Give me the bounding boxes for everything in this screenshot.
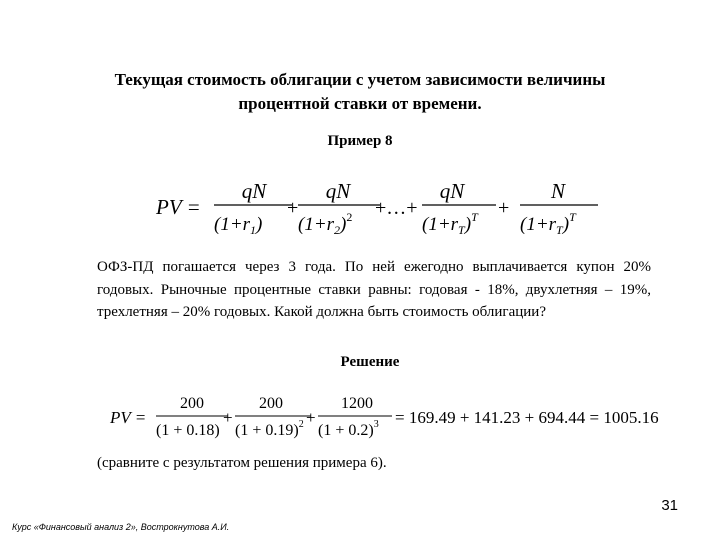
title-line-2: процентной ставки от времени. <box>238 94 482 113</box>
calc-numerator-2: 200 <box>259 395 283 412</box>
formula-numerator-1: qN <box>241 179 267 203</box>
formula-denominator-2: $(1+r_2)^2$ <box>298 210 353 237</box>
comparison-note: (сравните с результатом решения примера 6). <box>97 455 387 471</box>
page-number: 31 <box>661 497 678 514</box>
pv-formula <box>152 176 612 238</box>
solution-calculation <box>106 392 676 444</box>
formula-numerator-4: N <box>550 179 566 203</box>
footer-credit: Курс «Финансовый анализ 2», Вострокнутова А.И. <box>12 522 230 532</box>
calc-numerator-3: 1200 <box>341 395 373 412</box>
formula-denominator-4: $(1+r_T)^T$ <box>520 210 576 237</box>
calc-plus-2: + <box>306 408 316 427</box>
solution-heading: Решение <box>340 354 400 370</box>
calc-result: = 169.49 + 141.23 + 694.44 = 1005.16 <box>395 408 659 427</box>
example-heading: Пример 8 <box>327 133 393 149</box>
formula-plus-2: + <box>498 197 510 219</box>
calc-denominator-2: $(1 + 0.19)^2$ <box>235 419 304 439</box>
problem-statement: ОФЗ-ПД погашается через 3 года. По ней ежегодно выплачивается купон 20% годовых. Рыночные процентные ставки равны: годовая - 18%, двухлетняя – 19%, трехлетняя – 20% годовых. Какой должна быть стоимость облигации? <box>97 259 651 320</box>
slide-title <box>40 68 680 116</box>
title-line-1: Текущая стоимость облигации с учетом зависимости величины <box>114 70 606 89</box>
calc-plus-1: + <box>223 408 233 427</box>
formula-ellipsis: +…+ <box>375 197 418 219</box>
formula-numerator-3: qN <box>439 179 465 203</box>
formula-denominator-3: $(1+r_T)^T$ <box>422 210 478 237</box>
formula-numerator-2: qN <box>325 179 351 203</box>
calc-numerator-1: 200 <box>180 395 204 412</box>
formula-denominator-1: $(1+r_1)$ <box>214 214 263 237</box>
formula-lhs: PV = <box>156 195 201 219</box>
calc-denominator-3: $(1 + 0.2)^3$ <box>318 419 379 439</box>
calc-lhs: PV = <box>110 408 147 427</box>
formula-plus-1: + <box>287 197 299 219</box>
calc-denominator-1: (1 + 0.18) <box>156 422 220 439</box>
